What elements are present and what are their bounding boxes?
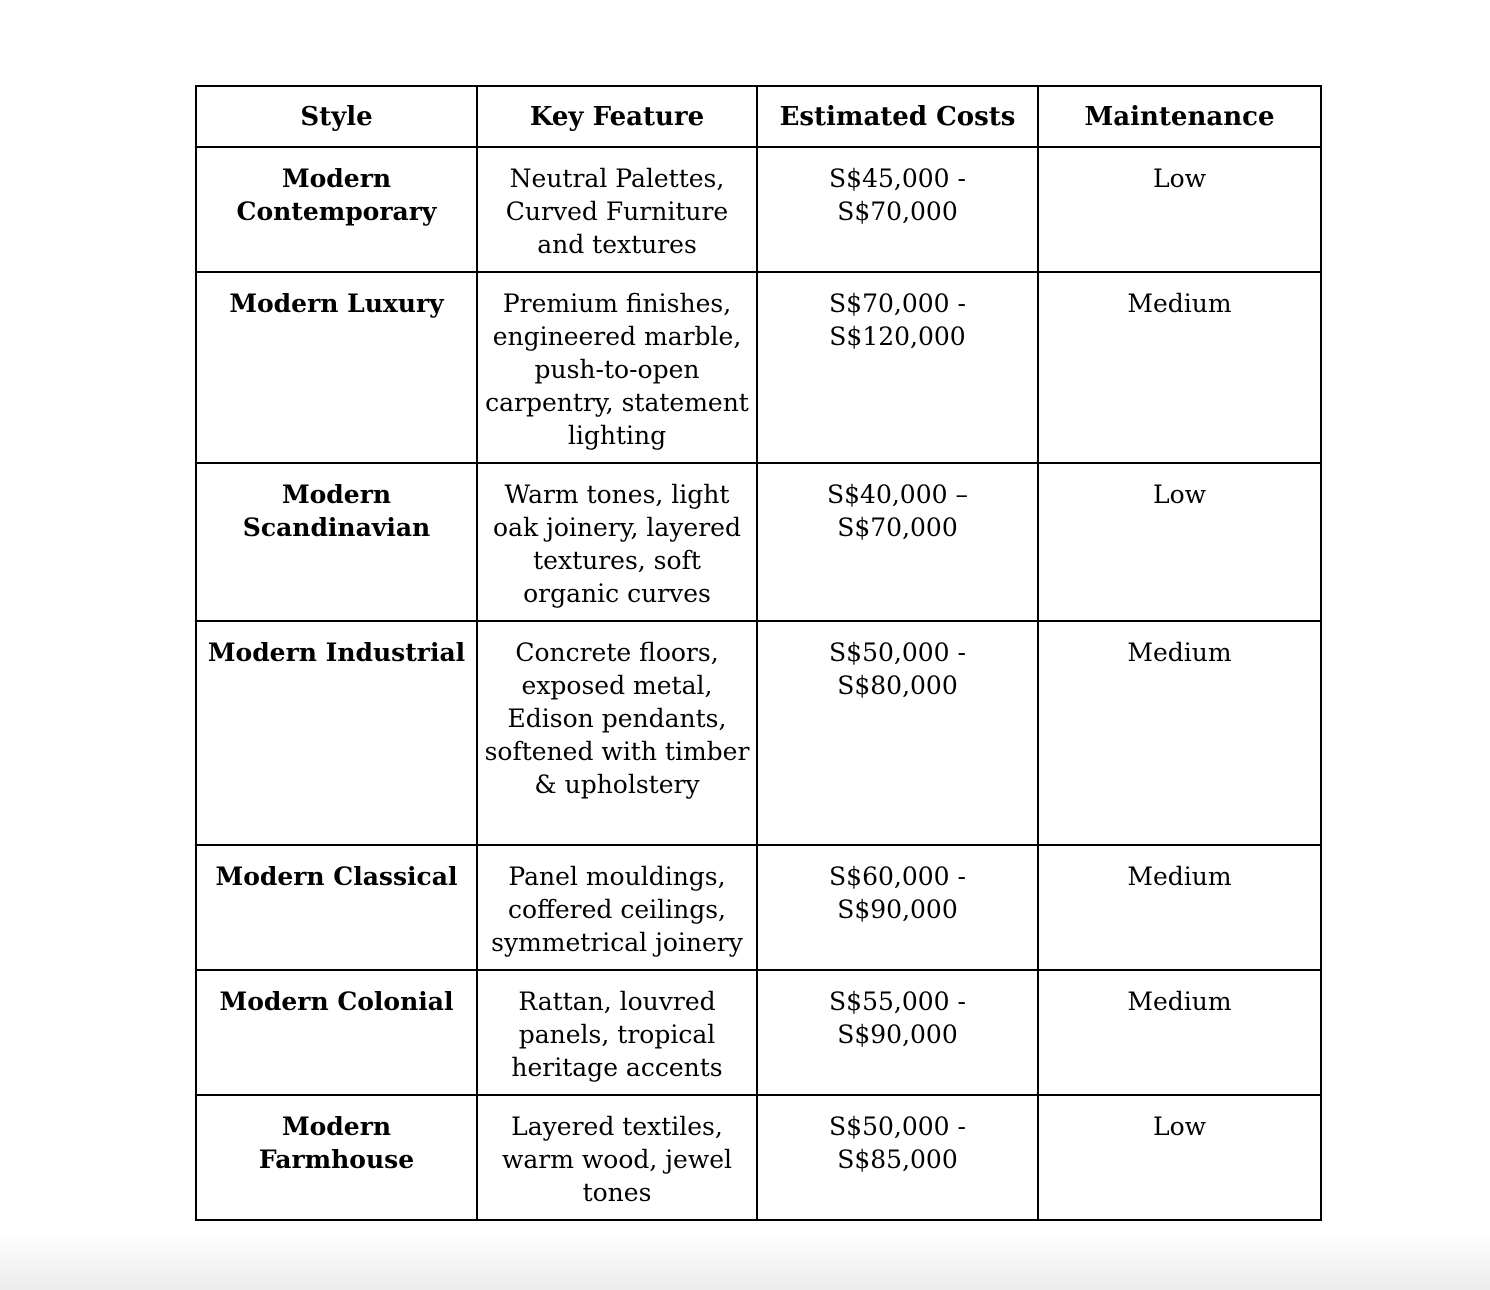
- feature-cell: Panel mouldings, coffered ceilings, symmetrical joinery: [477, 845, 757, 970]
- maintenance-cell: Low: [1038, 1095, 1321, 1220]
- design-styles-table: [195, 85, 1322, 1221]
- maintenance-cell: Low: [1038, 463, 1321, 621]
- style-cell: Modern Classical: [196, 845, 477, 970]
- header-estimated-costs: Estimated Costs: [757, 86, 1038, 147]
- style-cell: Modern Scandinavian: [196, 463, 477, 621]
- style-cell: Modern Colonial: [196, 970, 477, 1095]
- table-row: [196, 970, 1321, 1095]
- table-row: [196, 147, 1321, 272]
- table-row: [196, 463, 1321, 621]
- header-key-feature: Key Feature: [477, 86, 757, 147]
- feature-cell: Warm tones, light oak joinery, layered textures, soft organic curves: [477, 463, 757, 621]
- header-style: Style: [196, 86, 477, 147]
- cost-cell: S$55,000 - S$90,000: [757, 970, 1038, 1095]
- style-cell: Modern Farmhouse: [196, 1095, 477, 1220]
- table-header: [196, 86, 1321, 147]
- feature-cell: Neutral Palettes, Curved Furniture and textures: [477, 147, 757, 272]
- table-body: [196, 147, 1321, 1220]
- feature-cell: Concrete floors, exposed metal, Edison pendants, softened with timber & upholstery: [477, 621, 757, 845]
- cost-cell: S$60,000 - S$90,000: [757, 845, 1038, 970]
- maintenance-cell: Medium: [1038, 845, 1321, 970]
- table-row: [196, 845, 1321, 970]
- cost-cell: S$45,000 - S$70,000: [757, 147, 1038, 272]
- maintenance-cell: Medium: [1038, 970, 1321, 1095]
- cost-cell: S$50,000 - S$80,000: [757, 621, 1038, 845]
- page-bottom-shade: [0, 1230, 1490, 1290]
- table-row: [196, 621, 1321, 845]
- cost-cell: S$70,000 - S$120,000: [757, 272, 1038, 463]
- style-cell: Modern Luxury: [196, 272, 477, 463]
- feature-cell: Layered textiles, warm wood, jewel tones: [477, 1095, 757, 1220]
- maintenance-cell: Low: [1038, 147, 1321, 272]
- cost-cell: S$50,000 - S$85,000: [757, 1095, 1038, 1220]
- header-maintenance: Maintenance: [1038, 86, 1321, 147]
- style-cell: Modern Contemporary: [196, 147, 477, 272]
- feature-cell: Rattan, louvred panels, tropical heritage accents: [477, 970, 757, 1095]
- style-cell: Modern Industrial: [196, 621, 477, 845]
- maintenance-cell: Medium: [1038, 621, 1321, 845]
- feature-cell: Premium finishes, engineered marble, push-to-open carpentry, statement lighting: [477, 272, 757, 463]
- maintenance-cell: Medium: [1038, 272, 1321, 463]
- header-row: [196, 86, 1321, 147]
- table-row: [196, 1095, 1321, 1220]
- cost-cell: S$40,000 – S$70,000: [757, 463, 1038, 621]
- table-row: [196, 272, 1321, 463]
